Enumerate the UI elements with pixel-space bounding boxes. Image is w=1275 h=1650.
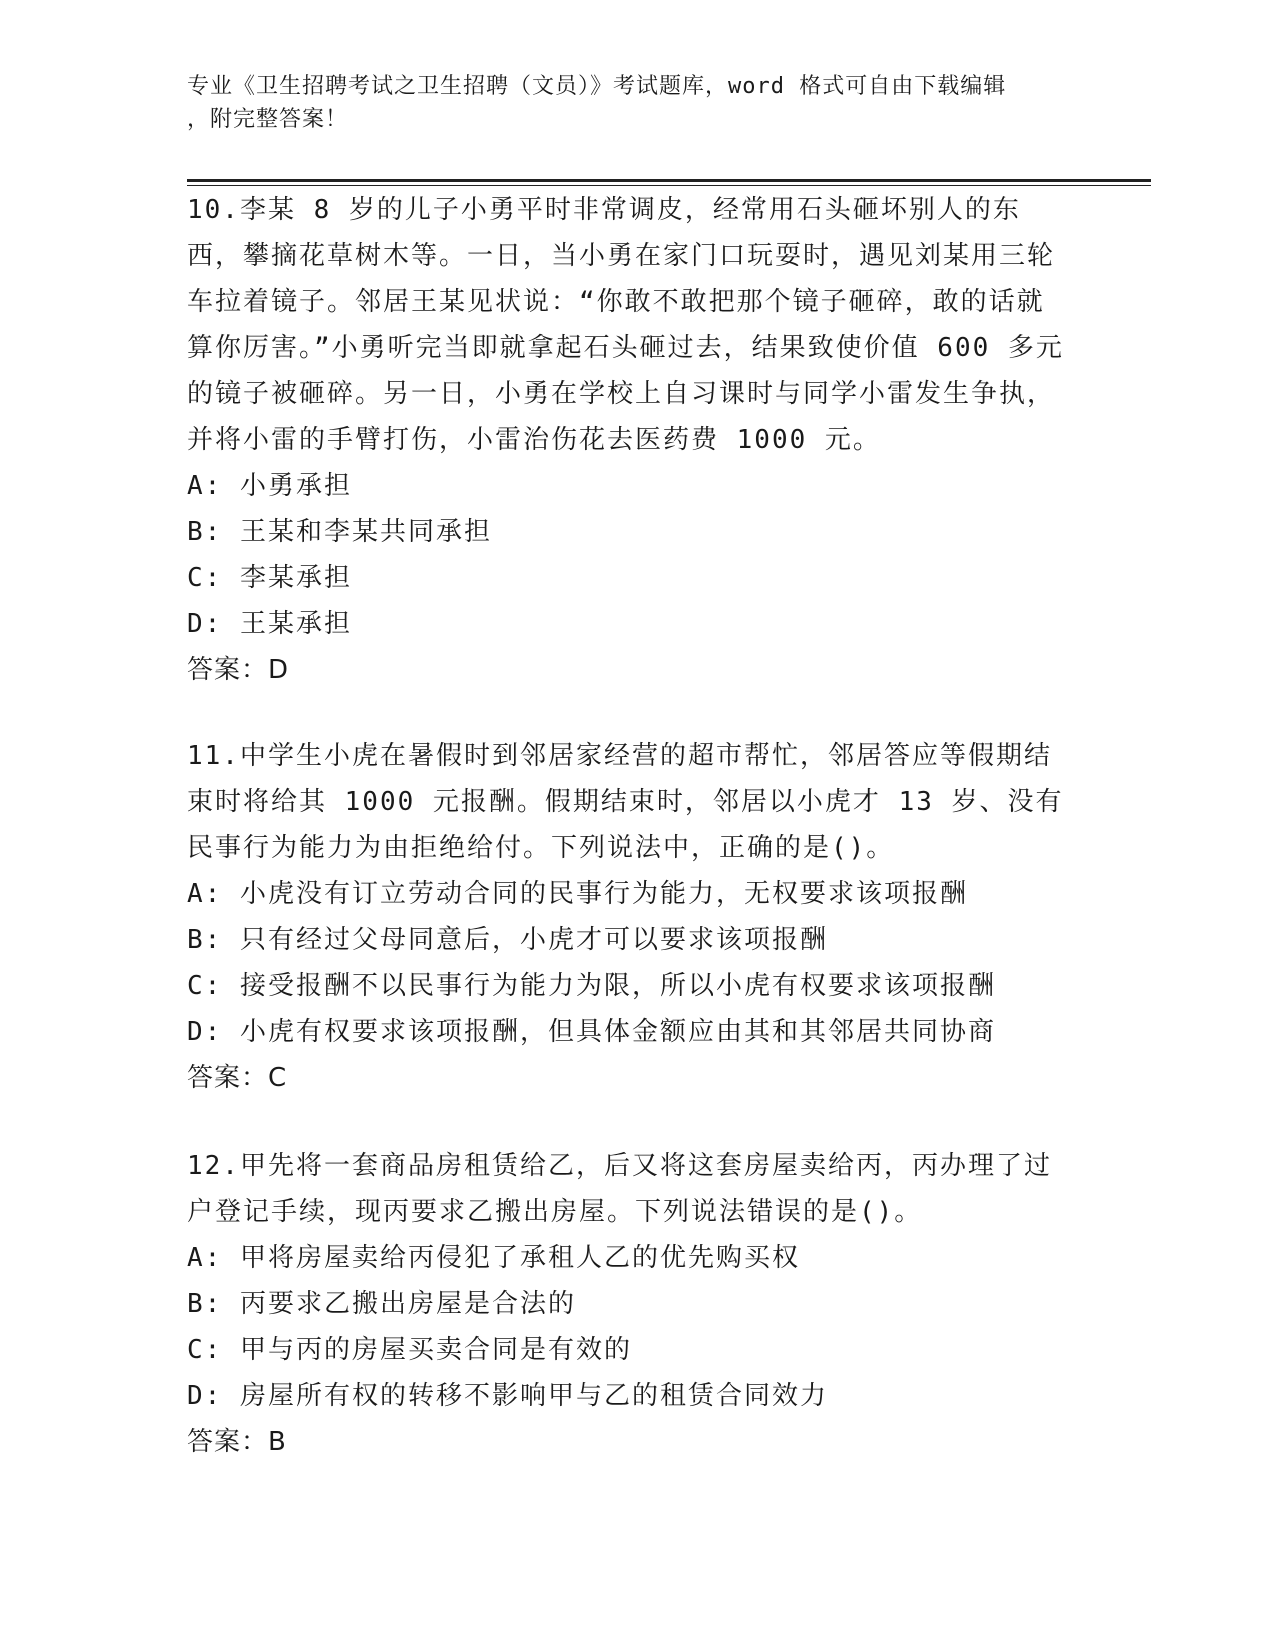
answer-line: 答案：B [187,1427,287,1457]
question-10 [187,187,1067,693]
option-d: D: 房屋所有权的转移不影响甲与乙的租赁合同效力 [187,1381,828,1411]
document-header [187,70,1067,136]
option-a: A: 小勇承担 [187,471,352,501]
option-b: B: 只有经过父母同意后，小虎才可以要求该项报酬 [187,925,828,955]
question-stem: 11.中学生小虎在暑假时到邻居家经营的超市帮忙，邻居答应等假期结束时将给其 1000 元报酬。假期结束时，邻居以小虎才 13 岁、没有民事行为能力为由拒绝给付。下列说法中，正确的是()。 [187,741,1064,863]
option-d: D: 小虎有权要求该项报酬，但具体金额应由其和其邻居共同协商 [187,1017,996,1047]
header-divider-thin [187,185,1151,186]
option-b: B: 王某和李某共同承担 [187,517,492,547]
option-c: C: 甲与丙的房屋买卖合同是有效的 [187,1335,632,1365]
option-b: B: 丙要求乙搬出房屋是合法的 [187,1289,576,1319]
option-a: A: 甲将房屋卖给丙侵犯了承租人乙的优先购买权 [187,1243,800,1273]
question-12 [187,1143,1067,1465]
option-c: C: 接受报酬不以民事行为能力为限，所以小虎有权要求该项报酬 [187,971,996,1001]
question-stem: 10.李某 8 岁的儿子小勇平时非常调皮，经常用石头砸坏别人的东西，攀摘花草树木等。一日，当小勇在家门口玩耍时，遇见刘某用三轮车拉着镜子。邻居王某见状说：“你敢不敢把那个镜子砸碎，敢的话就算你厉害。”小勇听完当即就拿起石头砸过去，结果致使价值 600 多元的镜子被砸碎。另一日，小勇在学校上自习课时与同学小雷发生争执，并将小雷的手臂打伤，小雷治伤花去医药费 1000 元。 [187,195,1064,455]
option-c: C: 李某承担 [187,563,352,593]
question-stem: 12.甲先将一套商品房租赁给乙，后又将这套房屋卖给丙，丙办理了过户登记手续，现丙要求乙搬出房屋。下列说法错误的是()。 [187,1151,1052,1227]
answer-line: 答案：D [187,655,290,685]
header-line-2: ，附完整答案！ [187,107,349,132]
option-d: D: 王某承担 [187,609,352,639]
answer-line: 答案：C [187,1063,288,1093]
header-divider-thick [187,179,1151,182]
option-a: A: 小虎没有订立劳动合同的民事行为能力，无权要求该项报酬 [187,879,968,909]
question-11 [187,733,1067,1101]
header-line-1: 专业《卫生招聘考试之卫生招聘（文员）》考试题库，word 格式可自由下载编辑 [187,74,1007,99]
